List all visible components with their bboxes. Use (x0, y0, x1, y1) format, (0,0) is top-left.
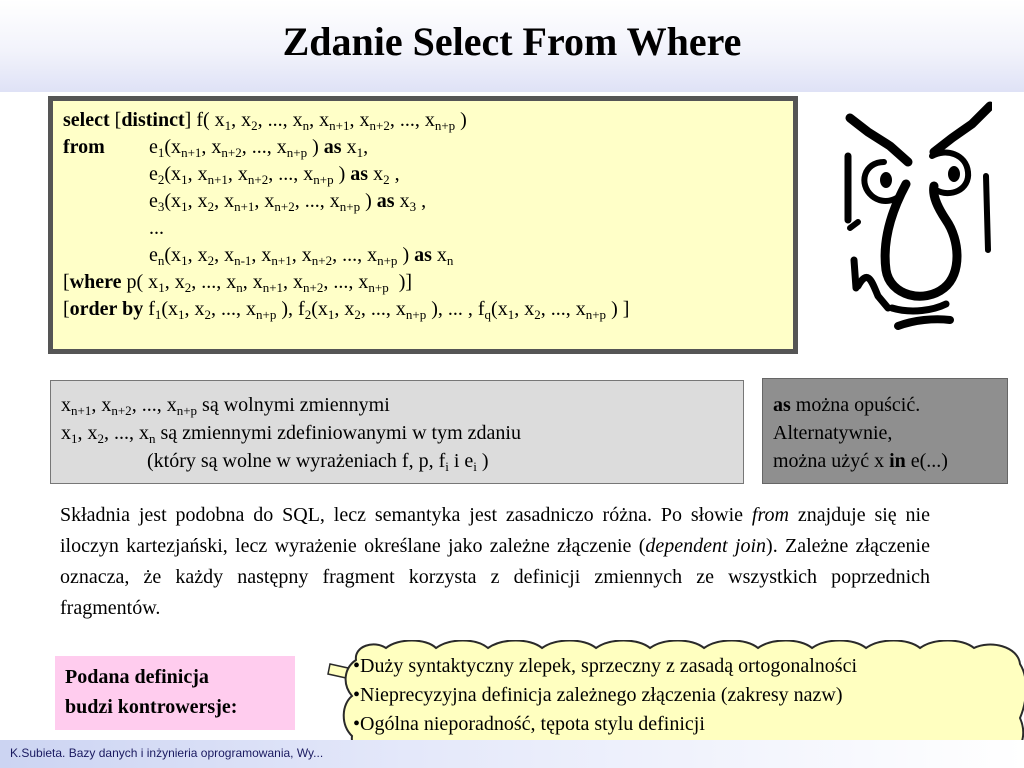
as-note-line-1-rest: można opuścić. (790, 394, 921, 416)
as-note-line-3-post: e(...) (905, 450, 948, 472)
defined-variables-text: są zmiennymi zdefiniowanymi w tym zdaniu (160, 422, 521, 444)
syntax-definition-box (48, 96, 798, 354)
from-italic: from (751, 504, 789, 526)
variables-note-line-3: (który są wolne w wyrażeniach f, p, $f_i$ i $e_i$ ) (147, 450, 489, 474)
variables-note-line-2: $x_1$, $x_2$, ..., $x_n$ są zmiennymi zdefiniowanymi w tym zdaniu (61, 422, 521, 446)
paragraph-part-2: znajduje się nie iloczyn kartezjański, lecz wyrażenie określane jako zależne złączenie ( (60, 504, 930, 557)
criticisms-list (353, 652, 1013, 739)
distinct-keyword: distinct (121, 109, 185, 131)
as-note-line-2: Alternatywnie, (773, 422, 893, 444)
controversy-line-2: budzi kontrowersje: (65, 696, 238, 718)
variables-note-box (50, 380, 744, 484)
slide-title: Zdanie Select From Where (282, 19, 742, 64)
syntax-from-line-n: $e_n(x_1$, $x_2$, $x_{n-1}$, $x_{n+1}$, $x_{n+2}$, ..., $x_{n+p}$ ) as $x_n$ (149, 244, 454, 268)
where-keyword: where (69, 271, 122, 293)
dependent-join-italic: dependent join (645, 535, 767, 557)
as-keyword: as (376, 190, 395, 212)
syntax-from-line-3: $e_3(x_1$, $x_2$, $x_{n+1}$, $x_{n+2}$, ..., $x_{n+p}$ ) as $x_3$ , (149, 190, 427, 214)
footer-text: K.Subieta. Bazy danych i inżynieria oprogramowania, Wy... (10, 746, 324, 760)
select-keyword: select (63, 109, 110, 131)
controversy-line-1: Podana definicja (65, 666, 209, 688)
grumpy-face-drawing-icon (842, 100, 992, 340)
free-variables-text: są wolnymi zmiennymi (202, 394, 390, 416)
syntax-select-line: select [distinct] f( $x_1$, $x_2$, ..., $x_n$, $x_{n+1}$, $x_{n+2}$, ..., $x_{n+p}$ ) (63, 109, 467, 133)
as-keyword: as (414, 244, 432, 266)
variables-note-line-3-end: ) (476, 450, 489, 472)
as-keyword: as (323, 136, 342, 158)
semantics-paragraph (60, 500, 930, 624)
syntax-from-line-1: from $e_1(x_{n+1}$, $x_{n+2}$, ..., $x_{n+p}$ ) as $x_1$, (63, 136, 369, 160)
as-note-line-3-pre: można użyć x (773, 450, 890, 472)
as-note-line-3 (773, 447, 1007, 475)
criticism-item: •Nieprecyzyjna definicja zależnego złączenia (zakresy nazw) (353, 684, 843, 706)
criticism-item: •Duży syntaktyczny zlepek, sprzeczny z zasadą ortogonalności (353, 655, 858, 677)
syntax-ellipsis-line (63, 215, 793, 242)
syntax-from-line-2: $e_2(x_1$, $x_{n+1}$, $x_{n+2}$, ..., $x_{n+p}$ ) as $x_2$ , (149, 163, 400, 187)
order-by-keyword: order by (69, 298, 144, 320)
paragraph-part-3: ). Zależne złączenie oznacza, że każdy następny fragment korzysta z definicji zmiennych ze wszystkich poprzednich fragmentów. (60, 535, 930, 619)
ellipsis: ... (149, 217, 164, 239)
syntax-where-line: [where p( $x_1$, $x_2$, ..., $x_n$, $x_{n+1}$, $x_{n+2}$, ..., $x_{n+p}$ )] (63, 271, 413, 295)
in-keyword: in (889, 450, 906, 472)
paragraph-part-1: Składnia jest podobna do SQL, lecz semantyka jest zasadniczo różna. Po słowie (60, 504, 752, 526)
criticism-item: •Ogólna nieporadność, tępota stylu definicji (353, 713, 705, 735)
variables-note-line-1: $x_{n+1}$, $x_{n+2}$, ..., $x_{n+p}$ są wolnymi zmiennymi (61, 394, 390, 418)
as-keyword: as (350, 163, 369, 185)
variables-note-line-3-mid: i e (448, 450, 474, 472)
as-note-line-1 (773, 391, 1007, 419)
from-keyword: from (63, 136, 105, 158)
as-note-keyword: as (773, 394, 791, 416)
as-note-box (762, 378, 1008, 484)
controversy-label-box (55, 656, 295, 730)
variables-note-line-3-prefix: (który są wolne w wyrażeniach f, p, f (147, 450, 446, 472)
syntax-order-by-line: [order by $f_1(x_1$, $x_2$, ..., $x_{n+p}$ ), $f_2(x_1$, $x_2$, ..., $x_{n+p}$ ), ... , $f_q(x_1$, $x_2$, ..., $x_{n+p}$ ) ] (63, 298, 630, 322)
